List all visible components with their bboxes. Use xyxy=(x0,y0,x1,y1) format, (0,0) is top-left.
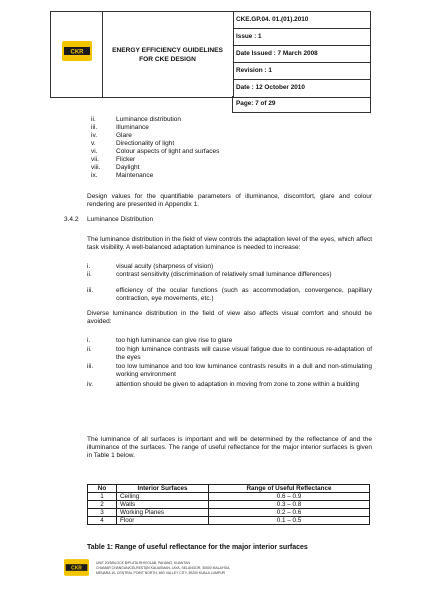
reflectance-range: 0.3 – 0.8 xyxy=(209,501,370,509)
list-num: i. xyxy=(87,337,91,344)
list-item: Daylight xyxy=(116,164,140,171)
page-indicator: Page: 7 of 29 xyxy=(232,96,371,113)
list-num: iii. xyxy=(87,287,94,294)
footer-address-line3: MENARA 10, CENTRAL POINT NORTH, MID VALLEY CITY, 59200 KUALA LUMPUR xyxy=(96,571,226,575)
doc-number: CKE.GP.04. 01.(01).2010 xyxy=(233,12,370,29)
list-item: contrast sensitivity (discrimination of relatively small luminance differences) xyxy=(116,271,332,278)
reflectance-range: 0.6 – 0.9 xyxy=(209,493,370,501)
table-header-row xyxy=(88,485,370,493)
table-row xyxy=(88,509,370,517)
document-title-line2: FOR CKE DESIGN xyxy=(139,55,196,63)
svg-text:CKR: CKR xyxy=(70,49,84,56)
list-num: ix. xyxy=(91,172,98,179)
section-title: Luminance Distribution xyxy=(87,216,154,223)
svg-text:CKR: CKR xyxy=(71,565,82,572)
list-item: Maintenance xyxy=(116,172,154,179)
column-header-surface: Interior Surfaces xyxy=(117,485,209,493)
list-item: Colour aspects of light and surfaces xyxy=(116,148,220,155)
surface-name: Ceiling xyxy=(117,493,209,501)
list-num: ii. xyxy=(87,271,92,278)
column-header-reflectance: Range of Useful Reflectance xyxy=(209,485,370,493)
list-item: attention should be given to adaptation in moving from zone to zone within a building xyxy=(116,381,360,388)
column-header-no: No xyxy=(88,485,117,493)
list-num: ii. xyxy=(87,346,92,353)
issue: Issue : 1 xyxy=(233,29,370,46)
list-item: Luminance distribution xyxy=(116,116,182,123)
list-num: iii. xyxy=(87,363,94,370)
table-row xyxy=(88,501,370,509)
reflectance-range: 0.2 – 0.6 xyxy=(209,509,370,517)
list-item: too high luminance can give rise to glare xyxy=(116,337,233,344)
list-num: viii. xyxy=(91,164,101,171)
list-item: Flicker xyxy=(116,156,136,163)
surface-name: Floor xyxy=(117,517,209,525)
list-num: ii. xyxy=(91,116,96,123)
list-item: efficiency of the ocular functions (such as accommodation, convergence, papillary contraction, eye movements, etc.) xyxy=(116,287,372,302)
list-num: i. xyxy=(87,263,91,270)
diverse-paragraph: Diverse luminance distribution in the field of view also affects visual comfort and should be avoided: xyxy=(87,310,372,325)
list-num: vi. xyxy=(91,148,98,155)
design-values-paragraph: Design values for the quantifiable parameters of illuminance, discomfort, glare and colour rendering are presented in Appendix 1. xyxy=(87,193,372,208)
row-number: 4 xyxy=(88,517,117,525)
list-item: visual acuity (sharpness of vision) xyxy=(116,263,214,270)
list-num: iv. xyxy=(87,381,94,388)
list-item: Glare xyxy=(116,132,132,139)
document-title-cell xyxy=(102,12,234,97)
reflectance-table xyxy=(87,484,370,525)
surface-name: Walls xyxy=(117,501,209,509)
list-num: v. xyxy=(91,140,96,147)
row-number: 1 xyxy=(88,493,117,501)
table-caption: Table 1: Range of useful reflectance for the major interior surfaces xyxy=(87,544,308,551)
row-number: 3 xyxy=(88,509,117,517)
document-header xyxy=(50,11,371,98)
list-item: Directionality of light xyxy=(116,140,175,147)
document-meta xyxy=(233,12,370,97)
list-item: too low luminance and too low luminance contrasts results in a dull and non-stimulating working environment xyxy=(116,363,372,378)
revision: Revision : 1 xyxy=(233,63,370,80)
list-num: iv. xyxy=(91,132,98,139)
document-title-line1: ENERGY EFFICIENCY GUIDELINES xyxy=(112,46,223,54)
company-logo xyxy=(62,41,92,61)
luminance-paragraph: The luminance distribution in the field of view controls the adaptation level of the eyes, which affect task visibility. A well-balanced adaptation luminance is needed to increase: xyxy=(87,236,372,251)
footer-address-line1: UNIT 20/3/BLOCK B/PLATA RHIVOLAB, PAHANG, KUANTAN xyxy=(96,561,190,565)
surfaces-paragraph: The luminance of all surfaces is important and will be determined by the reflectance of and the illuminance of the surfaces. The range of useful reflectance for the major interior surfaces is given in Table 1 below. xyxy=(87,436,372,459)
table-row xyxy=(88,517,370,525)
date-issued: Date Issued : 7 March 2008 xyxy=(233,46,370,63)
section-number: 3.4.2 xyxy=(64,216,79,223)
list-item: Illuminance xyxy=(116,124,149,131)
reflectance-range: 0.1 – 0.5 xyxy=(209,517,370,525)
surface-name: Working Planes xyxy=(117,509,209,517)
list-num: iii. xyxy=(91,124,98,131)
row-number: 2 xyxy=(88,501,117,509)
list-item: too high luminance contrasts will cause visual fatigue due to continuous re-adaptation of the eyes xyxy=(116,346,372,361)
footer-address-line2: CHAMAR CHANGAN/CELRESTAN KAIJASMAN, JAYA, SELANGOR, 30500 MALAYSIA. xyxy=(96,566,231,570)
list-num: vii. xyxy=(91,156,99,163)
footer-logo xyxy=(64,559,89,576)
revision-date: Date : 12 October 2010 xyxy=(236,84,305,91)
table-row xyxy=(88,493,370,501)
header-logo-cell xyxy=(51,12,103,97)
